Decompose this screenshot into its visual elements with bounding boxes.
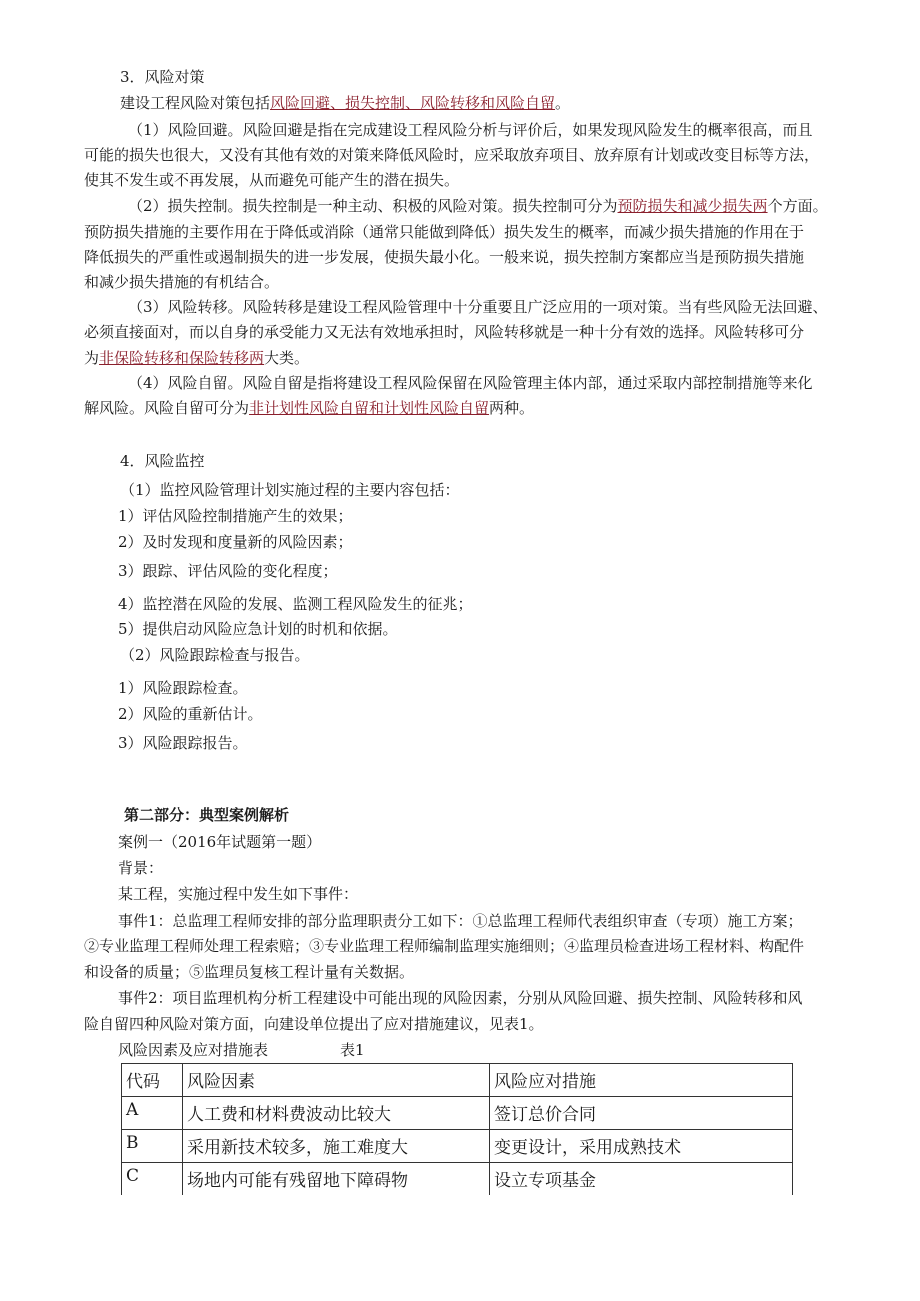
background-label: 背景： <box>118 859 164 877</box>
table-number: 表1 <box>340 1041 365 1059</box>
cell-code: A <box>122 1097 183 1130</box>
para-line: （3）风险转移。风险转移是建设工程风险管理中十分重要且广泛应用的一项对策。当有些风险无法回避、 <box>128 298 828 316</box>
section-3-title: 3．风险对策 <box>120 68 205 86</box>
list-item: 3）风险跟踪报告。 <box>118 734 248 752</box>
para-line: （1）风险回避。风险回避是指在完成建设工程风险分析与评价后，如果发现风险发生的概率很高，而且 <box>128 121 813 139</box>
para-line: 和减少损失措施的有机结合。 <box>84 273 280 291</box>
list-item: 5）提供启动风险应急计划的时机和依据。 <box>118 620 398 638</box>
table-row <box>122 1163 793 1196</box>
list-item: 2）风险的重新估计。 <box>118 705 263 723</box>
cell-code: B <box>122 1130 183 1163</box>
highlight-link[interactable]: 非计划性风险自留和计划性风险自留 <box>249 399 490 417</box>
para-line: 降低损失的严重性或遏制损失的进一步发展，使损失最小化。一般来说，损失控制方案都应当是预防损失措施 <box>84 248 805 266</box>
list-item: 2）及时发现和度量新的风险因素； <box>118 533 353 551</box>
para-text: 大类。 <box>264 349 310 367</box>
cell-risk-factor: 采用新技术较多，施工难度大 <box>183 1130 490 1163</box>
para-line: 预防损失措施的主要作用在于降低或消除（通常只能做到降低）损失发生的概率，而减少损失措施的作用在于 <box>84 223 805 241</box>
para-text: （2）损失控制。损失控制是一种主动、积极的风险对策。损失控制可分为 <box>128 197 618 215</box>
para-line: 使其不发生或不再发展，从而避免可能产生的潜在损失。 <box>84 171 460 189</box>
section-4-title: 4．风险监控 <box>120 452 205 470</box>
para-text: 为 <box>84 349 100 367</box>
list-item: 3）跟踪、评估风险的变化程度； <box>118 562 338 580</box>
para-text: 个方面。 <box>767 197 828 215</box>
table-header-row <box>122 1064 793 1097</box>
highlight-link[interactable]: 风险回避、损失控制、风险转移和风险自留 <box>270 94 556 112</box>
para-line: 必须直接面对，而以自身的承受能力又无法有效地承担时，风险转移就是一种十分有效的选择。风险转移可分 <box>84 323 805 341</box>
section-3-intro <box>120 93 570 113</box>
risk-table <box>121 1063 793 1195</box>
case-intro: 某工程，实施过程中发生如下事件： <box>118 885 359 903</box>
subheading: （2）风险跟踪检查与报告。 <box>120 646 310 664</box>
event-line: ②专业监理工程师处理工程索赔；③专业监理工程师编制监理实施细则；④监理员检查进场工程材料、构配件 <box>84 937 805 955</box>
subheading: （1）监控风险管理计划实施过程的主要内容包括： <box>120 481 460 499</box>
table-row <box>122 1130 793 1163</box>
para-line: 可能的损失也很大，又没有其他有效的对策来降低风险时，应采取放弃项目、放弃原有计划或改变目标等方法， <box>84 146 820 164</box>
para-line <box>128 196 828 216</box>
cell-response: 签订总价合同 <box>490 1097 793 1130</box>
table-row <box>122 1097 793 1130</box>
intro-text: 建设工程风险对策包括 <box>120 94 271 112</box>
cell-response: 变更设计，采用成熟技术 <box>490 1130 793 1163</box>
part-2-title: 第二部分：典型案例解析 <box>124 806 290 824</box>
event-line: 和设备的质量；⑤监理员复核工程计量有关数据。 <box>84 963 415 981</box>
header-response: 风险应对措施 <box>490 1064 793 1097</box>
table-caption: 风险因素及应对措施表 <box>118 1041 269 1059</box>
cell-response: 设立专项基金 <box>490 1163 793 1196</box>
event-line: 事件2：项目监理机构分析工程建设中可能出现的风险因素，分别从风险回避、损失控制、风险转移和风 <box>118 989 803 1007</box>
para-line: （4）风险自留。风险自留是指将建设工程风险保留在风险管理主体内部，通过采取内部控制措施等来化 <box>128 374 813 392</box>
list-item: 1）风险跟踪检查。 <box>118 679 248 697</box>
cell-code: C <box>122 1163 183 1196</box>
list-item: 1）评估风险控制措施产生的效果； <box>118 507 353 525</box>
list-item: 4）监控潜在风险的发展、监测工程风险发生的征兆； <box>118 595 473 613</box>
event-line: 事件1：总监理工程师安排的部分监理职责分工如下：①总监理工程师代表组织审查（专项）施工方案； <box>118 912 803 930</box>
event-line: 险自留四种风险对策方面，向建设单位提出了应对措施建议，见表1。 <box>84 1015 544 1033</box>
highlight-link[interactable]: 非保险转移和保险转移两 <box>99 349 265 367</box>
para-line <box>84 348 309 368</box>
header-code: 代码 <box>122 1064 183 1097</box>
cell-risk-factor: 场地内可能有残留地下障碍物 <box>183 1163 490 1196</box>
header-risk-factor: 风险因素 <box>183 1064 490 1097</box>
para-text: 解风险。风险自留可分为 <box>84 399 250 417</box>
para-line <box>84 398 534 418</box>
highlight-link[interactable]: 预防损失和减少损失两 <box>617 197 768 215</box>
case-title: 案例一（2016年试题第一题） <box>118 833 322 851</box>
para-text: 两种。 <box>489 399 535 417</box>
intro-end: 。 <box>555 94 571 112</box>
cell-risk-factor: 人工费和材料费波动比较大 <box>183 1097 490 1130</box>
